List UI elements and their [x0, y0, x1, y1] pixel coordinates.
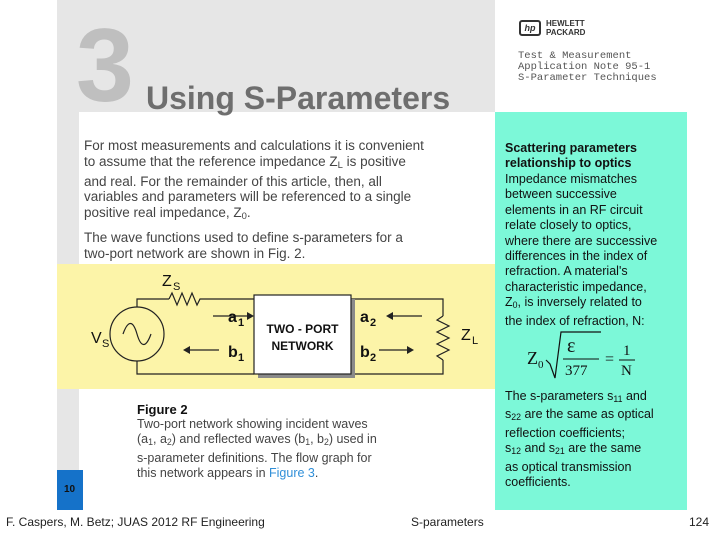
- caption-line: this network appears in Figure 3.: [137, 466, 319, 481]
- company-name: [546, 19, 585, 37]
- label-a2: a: [360, 309, 369, 326]
- label-b2: b: [360, 344, 370, 361]
- arrow-b1-head-icon: [183, 346, 190, 354]
- sidebar-line: Impedance mismatches: [505, 172, 638, 186]
- formula-n: N: [621, 363, 632, 379]
- chapter-number: 3: [76, 8, 130, 124]
- chapter-title: Using S-Parameters: [146, 80, 451, 116]
- sidebar-line: as optical transmission: [505, 459, 632, 474]
- sidebar-heading-line: relationship to optics: [505, 156, 632, 170]
- arrow-b2-head-icon: [407, 346, 414, 354]
- body-line: and real. For the remainder of this article, then, all: [84, 173, 382, 189]
- label-b1-sub: 1: [238, 352, 245, 364]
- note-line-3: S-Parameter Techniques: [518, 72, 657, 84]
- footer-topic: S-parameters: [411, 515, 484, 529]
- sidebar-line: between successive: [505, 187, 617, 202]
- caption-line: Two-port network showing incident waves: [137, 417, 368, 431]
- label-a2-sub: 2: [370, 317, 377, 329]
- wire-top-left: [137, 299, 169, 307]
- label-zl-sub: L: [472, 335, 479, 347]
- sidebar-line: characteristic impedance,: [505, 279, 647, 294]
- company-line-1: HEWLETT: [546, 19, 585, 28]
- figure-caption: [137, 417, 457, 482]
- formula-z: Z: [527, 348, 538, 368]
- sidebar-line: The s-parameters $s_{11}$ and: [505, 389, 647, 404]
- note-line-1: Test & Measurement: [518, 50, 632, 62]
- sidebar-line: the index of refraction, N:: [505, 313, 645, 328]
- formula-epsilon: ε: [567, 335, 576, 357]
- sine-wave-icon: [123, 324, 151, 345]
- sidebar-line: $s_{22}$ are the same as optical: [505, 407, 654, 423]
- sidebar-line: differences in the index of: [505, 249, 648, 264]
- box-label-line-1: TWO - PORT: [266, 322, 339, 336]
- company-line-2: PACKARD: [546, 28, 586, 37]
- label-b2-sub: 2: [370, 352, 377, 364]
- figure-caption-title: Figure 2: [137, 402, 188, 417]
- formula-equals: =: [605, 351, 615, 368]
- body-line: For most measurements and calculations it is convenient: [84, 138, 424, 153]
- sidebar-line: where there are successive: [505, 233, 658, 248]
- wire-bottom-left: [137, 361, 254, 374]
- label-zs-sub: S: [173, 281, 181, 293]
- body-paragraph-2: [84, 230, 489, 262]
- label-vs: V: [91, 330, 102, 347]
- hp-logo-icon: [519, 20, 541, 36]
- impedance-formula: [527, 330, 677, 380]
- page-number-tab-label: 10: [64, 484, 76, 495]
- sidebar-line: elements in an RF circuit: [505, 202, 643, 217]
- note-line-2: Application Note 95-1: [518, 61, 651, 73]
- arrow-a1-head-icon: [247, 312, 254, 320]
- arrow-a2-head-icon: [386, 312, 393, 320]
- label-b1: b: [228, 344, 238, 361]
- sidebar-paragraph-1: [505, 172, 683, 329]
- formula-one: 1: [623, 343, 631, 359]
- caption-line: ($a_1$, $a_2$) and reflected waves ($b_1$, $b_2$) used in: [137, 432, 377, 448]
- sidebar-line: $s_{12}$ and $s_{21}$ are the same: [505, 441, 642, 457]
- body-line: The wave functions used to define s-parameters for a: [84, 230, 403, 245]
- caption-line: s-parameter definitions. The flow graph for: [137, 450, 372, 465]
- sidebar-line: coefficients.: [505, 475, 571, 490]
- sidebar-heading: [505, 141, 680, 171]
- sidebar-line: reflection coefficients;: [505, 425, 625, 440]
- formula-z-sub: 0: [538, 359, 544, 371]
- label-zs: Z: [162, 273, 172, 290]
- sidebar-paragraph-2: [505, 389, 683, 490]
- box-label-line-2: NETWORK: [271, 339, 334, 353]
- body-paragraph-1: [84, 138, 489, 225]
- label-a1-sub: 1: [238, 317, 245, 329]
- footer-author: F. Caspers, M. Betz; JUAS 2012 RF Engineering: [6, 515, 265, 529]
- body-line: variables and parameters will be referenced to a single: [84, 189, 412, 205]
- logo-mark: hp: [524, 23, 536, 33]
- sidebar-heading-line: Scattering parameters: [505, 141, 638, 155]
- application-note-info: [518, 51, 657, 84]
- footer-slide-number: 124: [689, 515, 710, 529]
- sidebar-line: relate closely to optics,: [505, 218, 632, 233]
- body-line: positive real impedance, $Z_0$.: [84, 205, 251, 223]
- body-line: two-port network are shown in Fig. 2.: [84, 245, 306, 261]
- label-a1: a: [228, 309, 237, 326]
- formula-377: 377: [565, 363, 588, 379]
- wire-bottom-right: [351, 360, 443, 374]
- source-resistor-icon: [169, 293, 203, 305]
- sidebar-line: $Z_0$, is inversely related to: [505, 295, 642, 311]
- label-vs-sub: S: [102, 338, 110, 350]
- sidebar-line: refraction. A material's: [505, 264, 628, 279]
- label-zl: Z: [461, 327, 471, 344]
- load-resistor-icon: [437, 316, 449, 360]
- two-port-network-diagram: [57, 264, 495, 389]
- figure-3-link[interactable]: Figure 3: [269, 466, 315, 481]
- body-line: to assume that the reference impedance $Z_L$ is positive: [84, 153, 406, 171]
